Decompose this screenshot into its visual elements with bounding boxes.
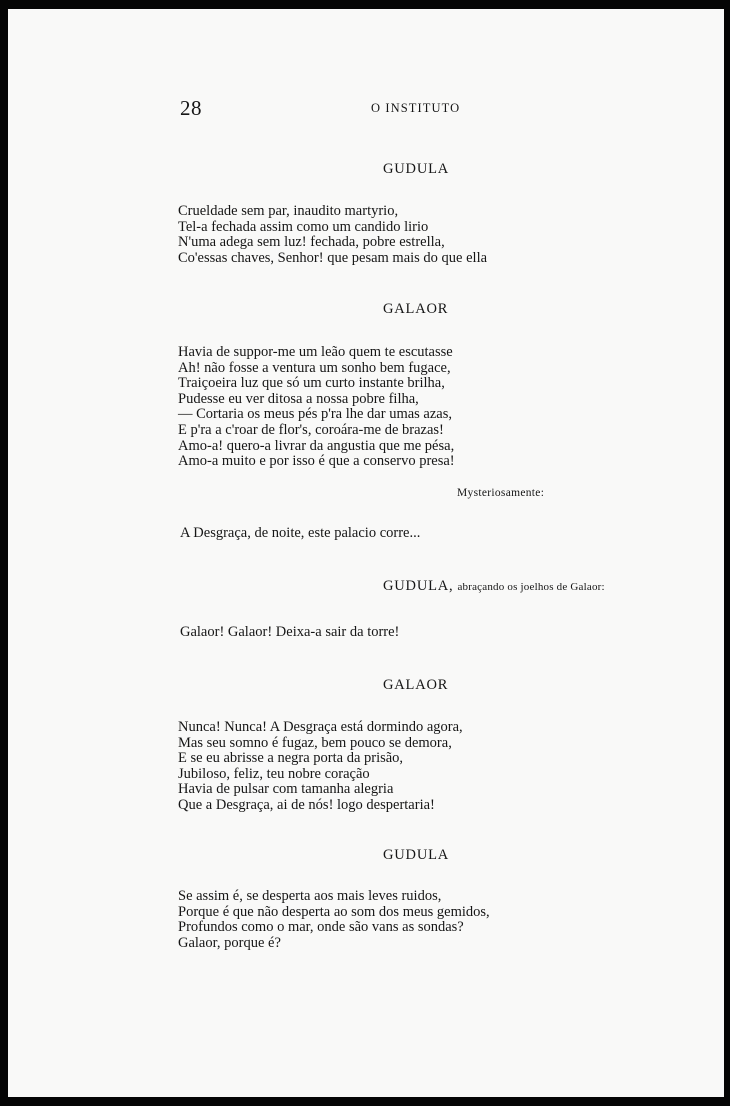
- verse-line: E p'ra a c'roar de flor's, coroára-me de brazas!: [178, 421, 444, 438]
- speaker-gudula-2: [383, 578, 605, 595]
- verse-line: Porque é que não desperta ao som dos meus gemidos,: [178, 903, 490, 920]
- speaker-galaor-2: GALAOR: [383, 677, 449, 693]
- verse-line: Havia de pulsar com tamanha alegria: [178, 781, 394, 798]
- verse-line: N'uma adega sem luz! fechada, pobre estrella,: [178, 234, 445, 251]
- verse-line-gudula-2: Galaor! Galaor! Deixa-a sair da torre!: [180, 624, 400, 640]
- verse-line: Amo-a! quero-a livrar da angustia que me pésa,: [178, 437, 455, 454]
- verse-line: Tel-a fechada assim como um candido lirio: [178, 218, 429, 235]
- speaker-gudula-3: GUDULA: [383, 847, 450, 863]
- verse-line: — Cortaria os meus pés p'ra lhe dar umas azas,: [178, 406, 452, 423]
- verse-line: Mas seu somno é fugaz, bem pouco se demora,: [178, 734, 452, 751]
- verse-line: Jubiloso, feliz, teu nobre coração: [178, 765, 370, 782]
- verse-line: Se assim é, se desperta aos mais leves ruidos,: [178, 888, 442, 904]
- stanza-galaor-1: [178, 345, 455, 470]
- verse-line: Crueldade sem par, inaudito martyrio,: [178, 203, 399, 219]
- verse-line: Nunca! Nunca! A Desgraça está dormindo agora,: [178, 719, 463, 735]
- verse-line: E se eu abrisse a negra porta da prisão,: [178, 750, 404, 767]
- speaker-name: GUDULA,: [383, 578, 454, 594]
- speaker-direction: abraçando os joelhos de Galaor:: [457, 581, 605, 593]
- verse-line: Ah! não fosse a ventura um sonho bem fugace,: [178, 359, 451, 376]
- running-title: O INSTITUTO: [371, 101, 461, 115]
- verse-line: Traiçoeira luz que só um curto instante brilha,: [178, 375, 445, 392]
- stanza-gudula-1: [178, 204, 487, 266]
- stanza-galaor-2: [178, 720, 463, 814]
- verse-line: Profundos como o mar, onde são vans as sondas?: [178, 919, 464, 936]
- verse-line: Havia de suppor-me um leão quem te escutasse: [178, 344, 453, 360]
- stage-direction: Mysteriosamente:: [457, 487, 545, 499]
- verse-line: Que a Desgraça, ai de nós! logo despertaria!: [178, 796, 435, 813]
- verse-line: Galaor, porque é?: [178, 934, 281, 951]
- stanza-gudula-3: [178, 889, 490, 951]
- verse-line-after-direction: A Desgraça, de noite, este palacio corre...: [180, 525, 421, 541]
- verse-line: Co'essas chaves, Senhor! que pesam mais do que ella: [178, 249, 488, 266]
- page-number: 28: [180, 96, 202, 120]
- verse-line: Amo-a muito e por isso é que a conservo presa!: [178, 453, 455, 470]
- verse-line: Pudesse eu ver ditosa a nossa pobre filha,: [178, 390, 419, 407]
- speaker-galaor-1: GALAOR: [383, 301, 449, 317]
- speaker-gudula-1: GUDULA: [383, 161, 450, 177]
